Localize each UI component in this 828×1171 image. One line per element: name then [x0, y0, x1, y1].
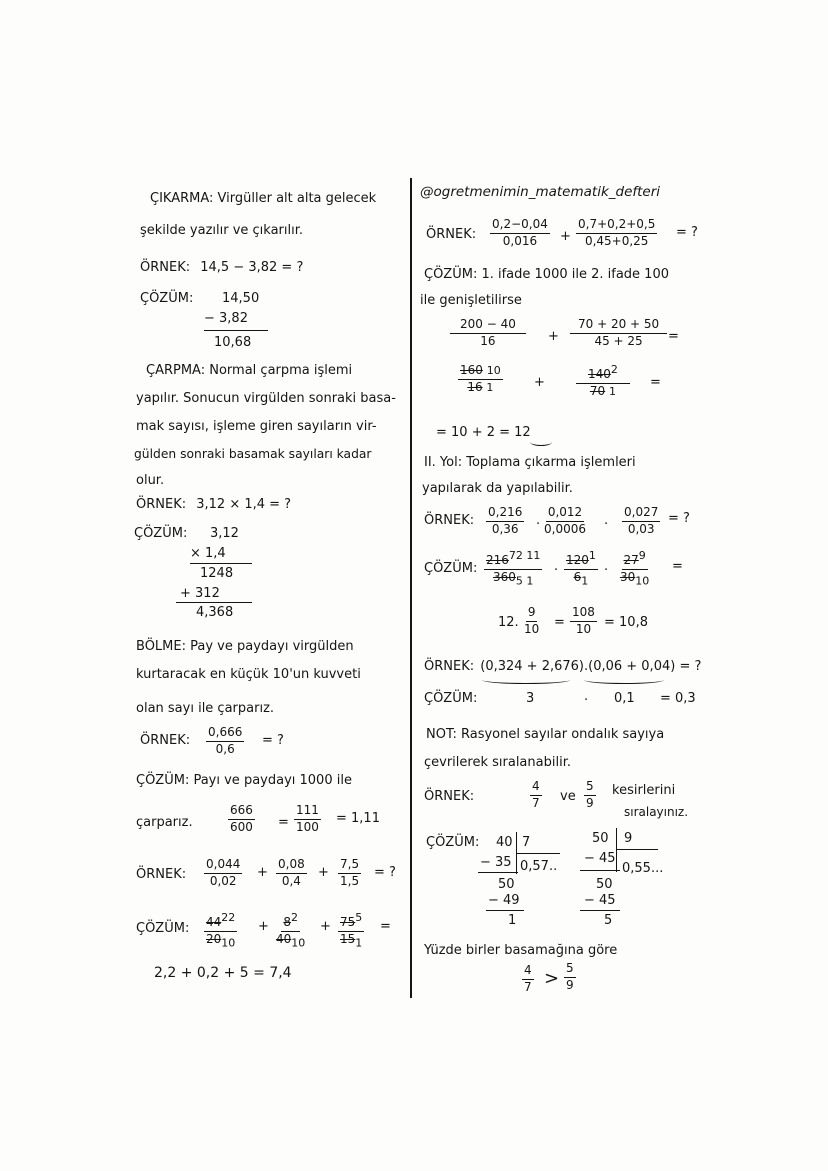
fraction-denominator: 0,6 — [215, 741, 235, 756]
left-ornek2 — [136, 498, 291, 511]
mul-line-2 — [176, 602, 252, 603]
fraction-denominator — [493, 570, 533, 588]
brace-2 — [584, 676, 664, 684]
fraction-numerator — [458, 364, 503, 380]
ve-text: ve — [560, 789, 576, 804]
reduced-value: 9 — [638, 549, 646, 562]
plus: + — [320, 919, 331, 934]
carpma-heading — [146, 364, 352, 377]
struck-value: 360 — [493, 569, 516, 584]
fraction-denominator: 0,45+0,25 — [584, 233, 649, 248]
div1-sub: − 35 — [480, 855, 512, 870]
not-text-2: çevrilerek sıralanabilir. — [424, 755, 571, 770]
fraction-numerator — [622, 550, 648, 570]
fraction-denominator: 45 + 25 — [594, 333, 643, 348]
c1-eq: = — [668, 329, 679, 344]
r-o1-fraction-1 — [490, 218, 550, 249]
r-o2-fraction-1 — [486, 506, 524, 537]
fraction-numerator: 0,216 — [486, 506, 524, 522]
reduced-value: 1 — [486, 380, 494, 394]
ornek-label: ÖRNEK: — [136, 497, 187, 512]
fraction-denominator: 0,02 — [209, 873, 237, 888]
handle-text: @ogretmenimin_matematik_defteri — [420, 184, 661, 200]
fraction-denominator — [574, 570, 589, 588]
carpma-text-2: yapılır. Sonucun virgülden sonraki basa- — [136, 391, 396, 406]
fraction-denominator — [340, 932, 362, 950]
c3-value-a: 3 — [526, 691, 535, 706]
fraction-denominator: 0,03 — [627, 521, 655, 536]
bolme-heading — [136, 640, 354, 653]
ornek3-eq: = ? — [262, 733, 284, 748]
struck-value: 30 — [620, 569, 636, 584]
cikarma-text-1: Virgüller alt alta gelecek — [217, 191, 377, 206]
fraction-numerator: 4 — [522, 964, 534, 980]
div2-horizontal — [616, 849, 658, 850]
div1-rem2: 1 — [508, 913, 517, 928]
o4-fraction-1 — [204, 858, 242, 889]
c2r-fraction-1 — [524, 606, 539, 637]
result-fraction-1 — [522, 964, 534, 995]
reduced-value: 72 11 — [508, 549, 541, 562]
fraction-numerator — [281, 912, 300, 932]
struck-value: 16 — [467, 379, 483, 394]
c4-fraction-1 — [204, 912, 237, 950]
fraction-numerator: 7,5 — [338, 858, 361, 874]
o1-eq: = ? — [676, 225, 698, 240]
struck-value: 20 — [206, 931, 222, 946]
div2-dividend: 50 — [592, 831, 609, 846]
left-ornek3-label: ÖRNEK: — [140, 733, 191, 748]
fraction-denominator: 0,016 — [502, 233, 538, 248]
bolme-text-2: kurtaracak en küçük 10'un kuvveti — [136, 667, 361, 682]
fraction-denominator — [276, 932, 305, 950]
bolme-label: BÖLME: — [136, 639, 186, 654]
div2-divisor: 9 — [624, 831, 633, 846]
mul-row-1: 1248 — [200, 566, 234, 581]
struck-value: 27 — [623, 553, 639, 567]
c4-eq: = — [380, 919, 391, 934]
fraction-numerator: 0,666 — [206, 726, 244, 742]
dot: . — [554, 559, 559, 574]
div1-line-2 — [486, 910, 524, 911]
left-cozum4-label: ÇÖZÜM: — [136, 921, 190, 936]
yuzde-text: Yüzde birler basamağına göre — [424, 943, 618, 958]
struck-value: 70 — [589, 383, 606, 398]
column-divider — [410, 178, 412, 998]
yol2-text-1: II. Yol: Toplama çıkarma işlemleri — [424, 455, 636, 470]
c1b-eq: = — [650, 375, 661, 390]
reduced-value: 1 — [355, 936, 363, 950]
plus: + — [548, 329, 559, 344]
c3-value-b: 0,1 — [614, 691, 635, 706]
fraction-denominator: 10 — [575, 621, 592, 636]
fraction-denominator: 0,36 — [491, 521, 519, 536]
carpma-label: ÇARPMA: — [146, 363, 206, 378]
struck-value: 8 — [283, 915, 291, 929]
left-ornek4-label: ÖRNEK: — [136, 867, 187, 882]
left-cozum1-label: ÇÖZÜM: — [140, 291, 194, 306]
fraction-numerator: 200 − 40 — [450, 318, 526, 334]
struck-value: 75 — [340, 915, 356, 929]
carpma-text-3: mak sayısı, işleme giren sayıların vir- — [136, 419, 377, 434]
c4-fraction-2 — [276, 912, 305, 950]
ornek-label: ÖRNEK: — [140, 260, 191, 275]
r-o2-fraction-3 — [622, 506, 660, 537]
c3-eq: = — [278, 815, 289, 830]
greater-than: > — [544, 968, 560, 989]
r-c1b-fraction-1 — [458, 364, 503, 395]
reduced-value: 5 1 — [515, 574, 534, 588]
ornek2-expression: 3,12 × 1,4 = ? — [196, 497, 292, 512]
r-c2-fraction-2 — [564, 550, 598, 588]
plus: + — [560, 229, 571, 244]
left-cozum3-text: ÇÖZÜM: Payı ve paydayı 1000 ile — [136, 773, 352, 788]
reduced-value: 2 — [610, 363, 618, 376]
r-c2-fraction-3 — [620, 550, 649, 588]
c2r-eq: = — [554, 615, 565, 630]
fraction-numerator: 70 + 20 + 50 — [570, 318, 667, 334]
fraction-numerator: 111 — [294, 804, 321, 820]
reduced-value: 1 — [581, 574, 589, 588]
sub-line — [204, 330, 268, 331]
cikarma-text-2: şekilde yazılır ve çıkarılır. — [140, 223, 304, 238]
left-cozum2-label: ÇÖZÜM: — [134, 526, 188, 541]
div2-rem1: 50 — [596, 877, 613, 892]
reduced-value: 1 — [609, 384, 616, 398]
struck-value: 160 — [460, 363, 483, 377]
cikarma-label: ÇIKARMA: — [150, 191, 214, 206]
fraction-numerator — [338, 912, 364, 932]
div1-divisor: 7 — [522, 835, 531, 850]
ornek-label: ÖRNEK: — [424, 659, 475, 674]
right-ornek3 — [424, 660, 701, 673]
underline-mark — [530, 438, 552, 446]
fraction-numerator: 5 — [584, 780, 596, 796]
div2-rem2: 5 — [604, 913, 613, 928]
right-ornek4-label: ÖRNEK: — [424, 789, 475, 804]
right-cozum2-label: ÇÖZÜM: — [424, 561, 478, 576]
yol2-text-2: yapılarak da yapılabilir. — [422, 481, 573, 496]
struck-value: 40 — [276, 931, 292, 946]
carpma-text-4: gülden sonraki basamak sayıları kadar — [134, 447, 372, 461]
sub-top: 14,50 — [222, 291, 260, 306]
struck-value: 140 — [588, 367, 611, 381]
reduced-value: 10 — [486, 364, 501, 377]
o2-eq: = ? — [668, 511, 690, 526]
fraction-denominator: 7 — [524, 979, 532, 994]
fraction-denominator: 100 — [296, 819, 319, 834]
div2-sub2: − 45 — [584, 893, 616, 908]
fraction-numerator: 0,044 — [204, 858, 242, 874]
o4-text-1: kesirlerini — [612, 783, 676, 798]
r-c2-fraction-1 — [484, 550, 542, 588]
fraction-numerator: 0,7+0,2+0,5 — [576, 218, 657, 234]
cikarma-heading — [150, 192, 376, 205]
struck-value: 120 — [566, 553, 589, 567]
fraction-numerator: 5 — [564, 962, 576, 978]
sub-result: 10,68 — [214, 335, 252, 350]
div2-line-2 — [580, 910, 620, 911]
plus: + — [258, 919, 269, 934]
o4-fraction-2 — [276, 858, 307, 889]
div1-line-1 — [478, 872, 518, 873]
fraction-denominator — [620, 570, 649, 588]
div1-dividend: 40 — [496, 835, 513, 850]
right-cozum3-label: ÇÖZÜM: — [424, 691, 478, 706]
div2-line-1 — [580, 870, 620, 871]
right-ornek1-label: ÖRNEK: — [426, 227, 477, 242]
div1-quotient: 0,57.. — [520, 859, 558, 874]
r-o4-fraction-1 — [530, 780, 542, 811]
r-o2-fraction-2 — [544, 506, 586, 537]
plus: + — [257, 865, 268, 880]
mul-line-1 — [190, 563, 252, 564]
reduced-value: 5 — [355, 911, 363, 924]
r-c1b-fraction-2 — [576, 364, 630, 399]
right-cozum1-text1: ÇÖZÜM: 1. ifade 1000 ile 2. ifade 100 — [424, 267, 669, 282]
r-c1-fraction-2 — [570, 318, 667, 349]
bolme-text-3: olan sayı ile çarparız. — [136, 701, 275, 716]
reduced-value: 10 — [221, 936, 236, 950]
fraction-numerator: 4 — [530, 780, 542, 796]
left-ornek1 — [140, 261, 303, 274]
dot: . — [604, 559, 609, 574]
fraction-denominator: 600 — [230, 819, 253, 834]
reduced-value: 10 — [635, 574, 650, 588]
fraction-denominator: 0,4 — [281, 873, 301, 888]
right-cozum1-text2: ile genişletilirse — [420, 293, 522, 308]
fraction-numerator: 0,08 — [276, 858, 307, 874]
fraction-numerator — [564, 550, 598, 570]
c4-fraction-3 — [338, 912, 364, 950]
sub-mid: − 3,82 — [204, 311, 248, 326]
mul-top: 3,12 — [210, 526, 239, 541]
carpma-text-1: Normal çarpma işlemi — [209, 363, 353, 378]
ornek1-expression: 14,5 − 3,82 = ? — [200, 260, 304, 275]
plus: + — [534, 375, 545, 390]
c2r-fraction-2 — [570, 606, 597, 637]
div2-quotient: 0,55... — [622, 861, 664, 876]
r-c1-fraction-1 — [450, 318, 526, 349]
struck-value: 15 — [340, 931, 356, 946]
fraction-denominator — [206, 932, 235, 950]
c3-fraction-2 — [294, 804, 321, 835]
c3-result: = 0,3 — [660, 691, 696, 706]
fraction-numerator: 0,012 — [546, 506, 584, 522]
fraction-numerator: 0,027 — [622, 506, 660, 522]
o4-eq: = ? — [374, 865, 396, 880]
struck-value: 216 — [486, 553, 509, 567]
mul-result: 4,368 — [196, 605, 234, 620]
o4-text-2: sıralayınız. — [624, 805, 689, 819]
fraction-denominator — [590, 384, 616, 399]
c2r-prefix: 12. — [498, 615, 519, 630]
r-o4-fraction-2 — [584, 780, 596, 811]
not-text-1: NOT: Rasyonel sayılar ondalık sayıya — [426, 727, 665, 742]
reduced-value: 2 — [290, 911, 298, 924]
struck-value: 44 — [206, 915, 222, 929]
reduced-value: 22 — [221, 911, 236, 924]
div1-horizontal — [516, 853, 560, 854]
fraction-numerator — [204, 912, 237, 932]
reduced-value: 1 — [588, 549, 596, 562]
c2r-result: = 10,8 — [604, 615, 648, 630]
ornek3-fraction — [206, 726, 244, 757]
right-cozum4-label: ÇÖZÜM: — [426, 835, 480, 850]
c4-result: 2,2 + 0,2 + 5 = 7,4 — [154, 965, 292, 981]
carpariz-text: çarparız. — [136, 815, 193, 830]
struck-value: 6 — [573, 569, 582, 584]
fraction-numerator — [576, 364, 630, 384]
plus: + — [318, 865, 329, 880]
fraction-numerator: 9 — [526, 606, 538, 622]
fraction-numerator — [484, 550, 542, 570]
brace-1 — [482, 676, 570, 684]
dot: . — [604, 513, 609, 528]
fraction-denominator: 9 — [566, 977, 574, 992]
fraction-denominator: 0,0006 — [544, 521, 586, 536]
c3-fraction-1 — [228, 804, 255, 835]
o4-fraction-3 — [338, 858, 361, 889]
div1-rem1: 50 — [498, 877, 515, 892]
dot: . — [536, 513, 541, 528]
fraction-numerator: 0,2−0,04 — [490, 218, 550, 234]
c1-result: = 10 + 2 = 12 — [436, 425, 531, 440]
c3-result: = 1,11 — [336, 811, 380, 826]
mul-row-2: + 312 — [180, 586, 220, 601]
fraction-denominator: 7 — [532, 795, 540, 810]
c3-dot: . — [584, 689, 589, 704]
fraction-denominator: 16 — [480, 333, 496, 348]
div1-sub2: − 49 — [488, 893, 520, 908]
carpma-text-5: olur. — [136, 473, 165, 488]
right-ornek2-label: ÖRNEK: — [424, 513, 475, 528]
c2-eq: = — [672, 559, 683, 574]
reduced-value: 10 — [291, 936, 306, 950]
fraction-numerator: 108 — [570, 606, 597, 622]
ornek3-expression: (0,324 + 2,676).(0,06 + 0,04) = ? — [480, 659, 702, 674]
result-fraction-2 — [564, 962, 576, 993]
fraction-denominator: 10 — [524, 621, 540, 636]
mul-mid: × 1,4 — [190, 546, 226, 561]
fraction-denominator: 1,5 — [340, 873, 360, 888]
fraction-denominator: 9 — [586, 795, 594, 810]
bolme-text-1: Pay ve paydayı virgülden — [190, 639, 354, 654]
fraction-numerator: 666 — [228, 804, 255, 820]
r-o1-fraction-2 — [576, 218, 657, 249]
fraction-denominator — [467, 380, 493, 395]
div2-sub: − 45 — [584, 851, 616, 866]
